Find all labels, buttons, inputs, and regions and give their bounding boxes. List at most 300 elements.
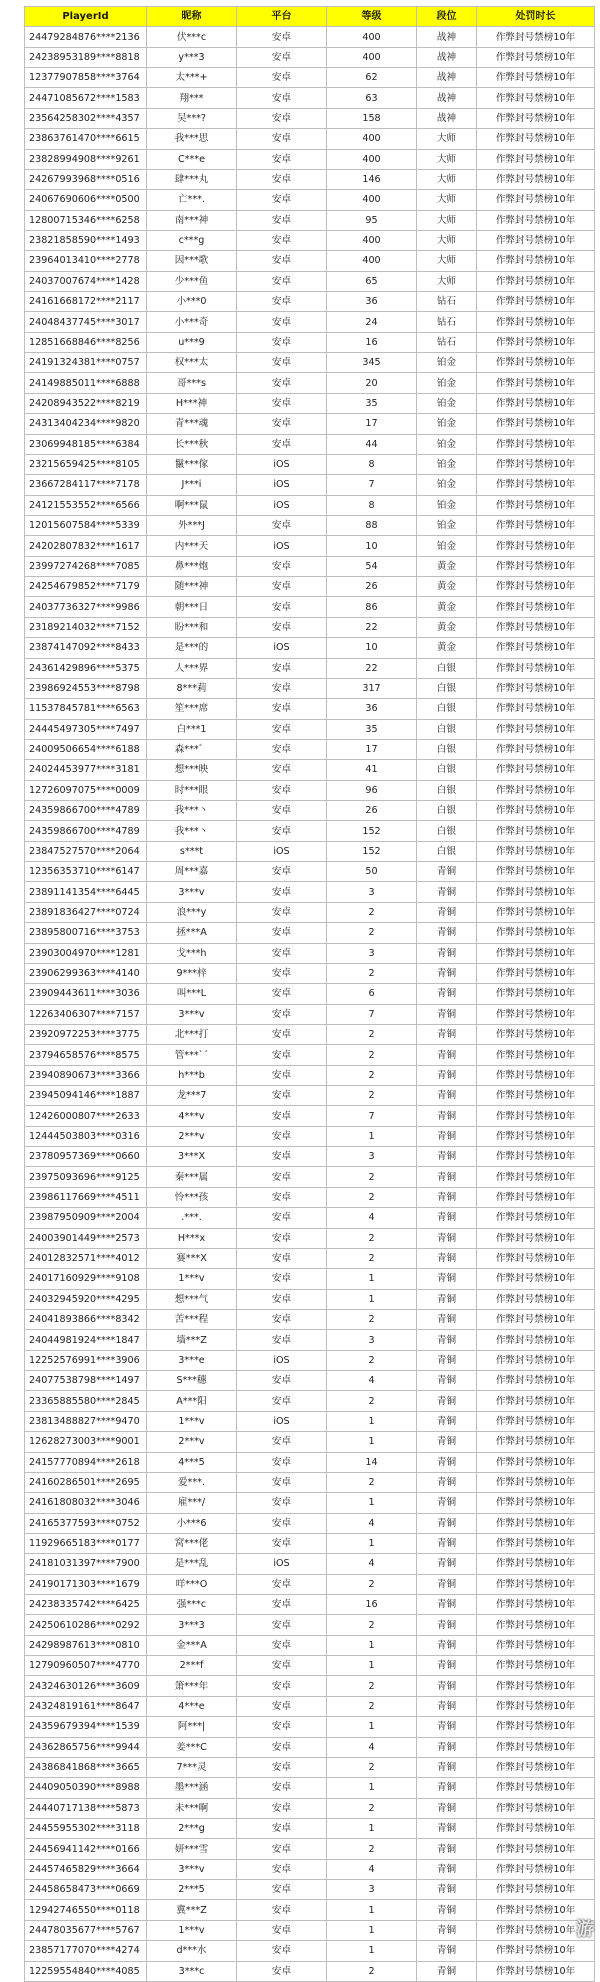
- nickname-cell: 赛***X: [147, 1248, 237, 1268]
- platform-cell: 安卓: [237, 739, 327, 759]
- level-cell: 2: [327, 1839, 417, 1859]
- player-id-cell: 24157770894****2618: [25, 1452, 147, 1472]
- nickname-cell: 咩***O: [147, 1574, 237, 1594]
- player-id-cell: 23903004970****1281: [25, 943, 147, 963]
- player-id-cell: 23828994908****9261: [25, 149, 147, 169]
- rank-cell: 青铜: [417, 1778, 477, 1798]
- table-row: [25, 821, 595, 841]
- table-row: [25, 1615, 595, 1635]
- player-id-cell: 24024453977****3181: [25, 760, 147, 780]
- nickname-cell: C***e: [147, 149, 237, 169]
- punishment-cell: 作弊封号禁榜10年: [477, 638, 595, 658]
- punishment-cell: 作弊封号禁榜10年: [477, 1574, 595, 1594]
- rank-cell: 青铜: [417, 1024, 477, 1044]
- platform-cell: 安卓: [237, 1717, 327, 1737]
- nickname-cell: y***3: [147, 47, 237, 67]
- rank-cell: 白银: [417, 658, 477, 678]
- level-cell: 2: [327, 1391, 417, 1411]
- platform-cell: 安卓: [237, 210, 327, 230]
- nickname-cell: 2***v: [147, 1126, 237, 1146]
- platform-cell: 安卓: [237, 1330, 327, 1350]
- nickname-cell: 4***v: [147, 1106, 237, 1126]
- rank-cell: 铂金: [417, 353, 477, 373]
- nickname-cell: 龙***7: [147, 1086, 237, 1106]
- watermark-logo: 游: [576, 1919, 594, 1940]
- table-row: [25, 1289, 595, 1309]
- punishment-cell: 作弊封号禁榜10年: [477, 943, 595, 963]
- rank-cell: 黄金: [417, 638, 477, 658]
- platform-cell: 安卓: [237, 556, 327, 576]
- punishment-cell: 作弊封号禁榜10年: [477, 1798, 595, 1818]
- level-cell: 2: [327, 1574, 417, 1594]
- player-id-cell: 23964013410****2778: [25, 251, 147, 271]
- platform-cell: 安卓: [237, 1493, 327, 1513]
- ban-list-table: [24, 6, 595, 1982]
- punishment-cell: 作弊封号禁榜10年: [477, 1941, 595, 1961]
- table-row: [25, 1452, 595, 1472]
- player-id-cell: 23847527570****2064: [25, 841, 147, 861]
- nickname-cell: 冀***Z: [147, 1900, 237, 1920]
- punishment-cell: 作弊封号禁榜10年: [477, 47, 595, 67]
- punishment-cell: 作弊封号禁榜10年: [477, 1737, 595, 1757]
- level-cell: 152: [327, 821, 417, 841]
- platform-cell: 安卓: [237, 312, 327, 332]
- rank-cell: 钻石: [417, 332, 477, 352]
- platform-cell: 安卓: [237, 1839, 327, 1859]
- player-id-cell: 24037736327****9986: [25, 597, 147, 617]
- rank-cell: 青铜: [417, 1432, 477, 1452]
- platform-cell: 安卓: [237, 88, 327, 108]
- table-row: [25, 332, 595, 352]
- rank-cell: 铂金: [417, 536, 477, 556]
- rank-cell: 青铜: [417, 1961, 477, 1981]
- rank-cell: 战神: [417, 108, 477, 128]
- level-cell: 2: [327, 963, 417, 983]
- punishment-cell: 作弊封号禁榜10年: [477, 902, 595, 922]
- nickname-cell: 笙***席: [147, 699, 237, 719]
- nickname-cell: c***g: [147, 230, 237, 250]
- player-id-cell: 23891836427****0724: [25, 902, 147, 922]
- nickname-cell: 周***嘉: [147, 862, 237, 882]
- level-cell: 3: [327, 1330, 417, 1350]
- platform-cell: 安卓: [237, 1187, 327, 1207]
- platform-cell: 安卓: [237, 1676, 327, 1696]
- level-cell: 2: [327, 1045, 417, 1065]
- rank-cell: 大师: [417, 190, 477, 210]
- level-cell: 17: [327, 739, 417, 759]
- rank-cell: 青铜: [417, 902, 477, 922]
- rank-cell: 青铜: [417, 1880, 477, 1900]
- nickname-cell: u***9: [147, 332, 237, 352]
- rank-cell: 白银: [417, 780, 477, 800]
- rank-cell: 白银: [417, 821, 477, 841]
- nickname-cell: 小***6: [147, 1513, 237, 1533]
- level-cell: 24: [327, 312, 417, 332]
- rank-cell: 青铜: [417, 862, 477, 882]
- platform-cell: 安卓: [237, 821, 327, 841]
- platform-cell: 安卓: [237, 1757, 327, 1777]
- rank-cell: 青铜: [417, 1676, 477, 1696]
- rank-cell: 青铜: [417, 1656, 477, 1676]
- rank-cell: 铂金: [417, 393, 477, 413]
- level-cell: 86: [327, 597, 417, 617]
- header-rank: 段位: [417, 7, 477, 27]
- table-row: [25, 1635, 595, 1655]
- nickname-cell: 2***5: [147, 1880, 237, 1900]
- platform-cell: 安卓: [237, 1106, 327, 1126]
- nickname-cell: 我***丶: [147, 801, 237, 821]
- platform-cell: 安卓: [237, 1432, 327, 1452]
- player-id-cell: 24041893866****8342: [25, 1310, 147, 1330]
- nickname-cell: 7***灵: [147, 1757, 237, 1777]
- platform-cell: 安卓: [237, 169, 327, 189]
- rank-cell: 青铜: [417, 1859, 477, 1879]
- punishment-cell: 作弊封号禁榜10年: [477, 739, 595, 759]
- punishment-cell: 作弊封号禁榜10年: [477, 1371, 595, 1391]
- player-id-cell: 24190171303****1679: [25, 1574, 147, 1594]
- punishment-cell: 作弊封号禁榜10年: [477, 1411, 595, 1431]
- player-id-cell: 24012832571****4012: [25, 1248, 147, 1268]
- platform-cell: 安卓: [237, 1024, 327, 1044]
- level-cell: 400: [327, 190, 417, 210]
- punishment-cell: 作弊封号禁榜10年: [477, 1676, 595, 1696]
- table-row: [25, 454, 595, 474]
- table-row: [25, 556, 595, 576]
- player-id-cell: 11929665183****0177: [25, 1533, 147, 1553]
- punishment-cell: 作弊封号禁榜10年: [477, 1513, 595, 1533]
- table-row: [25, 292, 595, 312]
- platform-cell: 安卓: [237, 1818, 327, 1838]
- player-id-cell: 24191324381****0757: [25, 353, 147, 373]
- level-cell: 3: [327, 1880, 417, 1900]
- table-row: [25, 1330, 595, 1350]
- nickname-cell: 1***v: [147, 1269, 237, 1289]
- level-cell: 7: [327, 1106, 417, 1126]
- rank-cell: 青铜: [417, 984, 477, 1004]
- punishment-cell: 作弊封号禁榜10年: [477, 1533, 595, 1553]
- player-id-cell: 12628273003****9001: [25, 1432, 147, 1452]
- player-id-cell: 23986117669****4511: [25, 1187, 147, 1207]
- platform-cell: 安卓: [237, 332, 327, 352]
- punishment-cell: 作弊封号禁榜10年: [477, 1289, 595, 1309]
- punishment-cell: 作弊封号禁榜10年: [477, 1656, 595, 1676]
- rank-cell: 铂金: [417, 373, 477, 393]
- level-cell: 36: [327, 699, 417, 719]
- platform-cell: 安卓: [237, 292, 327, 312]
- level-cell: 17: [327, 414, 417, 434]
- level-cell: 20: [327, 373, 417, 393]
- player-id-cell: 23069948185****6384: [25, 434, 147, 454]
- platform-cell: 安卓: [237, 1472, 327, 1492]
- table-row: [25, 1371, 595, 1391]
- table-row: [25, 393, 595, 413]
- nickname-cell: d***水: [147, 1941, 237, 1961]
- platform-cell: 安卓: [237, 1656, 327, 1676]
- rank-cell: 铂金: [417, 495, 477, 515]
- level-cell: 4: [327, 1554, 417, 1574]
- nickname-cell: 人***界: [147, 658, 237, 678]
- nickname-cell: 戈***h: [147, 943, 237, 963]
- level-cell: 63: [327, 88, 417, 108]
- table-row: [25, 1880, 595, 1900]
- platform-cell: 安卓: [237, 1798, 327, 1818]
- table-row: [25, 1595, 595, 1615]
- player-id-cell: 23564258302****4357: [25, 108, 147, 128]
- level-cell: 1: [327, 1411, 417, 1431]
- nickname-cell: 我***思: [147, 129, 237, 149]
- platform-cell: 安卓: [237, 230, 327, 250]
- table-row: [25, 1778, 595, 1798]
- table-row: [25, 47, 595, 67]
- platform-cell: 安卓: [237, 882, 327, 902]
- level-cell: 62: [327, 68, 417, 88]
- punishment-cell: 作弊封号禁榜10年: [477, 1391, 595, 1411]
- player-id-cell: 24017160929****9108: [25, 1269, 147, 1289]
- player-id-cell: 24359866700****4789: [25, 801, 147, 821]
- nickname-cell: 小***奇: [147, 312, 237, 332]
- player-id-cell: 12426000807****2633: [25, 1106, 147, 1126]
- platform-cell: 安卓: [237, 719, 327, 739]
- platform-cell: 安卓: [237, 1574, 327, 1594]
- nickname-cell: 南***神: [147, 210, 237, 230]
- player-id-cell: 24267993968****0516: [25, 169, 147, 189]
- player-id-cell: 24032945920****4295: [25, 1289, 147, 1309]
- platform-cell: 安卓: [237, 1635, 327, 1655]
- table-row: [25, 699, 595, 719]
- punishment-cell: 作弊封号禁榜10年: [477, 1310, 595, 1330]
- table-row: [25, 434, 595, 454]
- nickname-cell: 3***e: [147, 1350, 237, 1370]
- player-id-cell: 11537845781****6563: [25, 699, 147, 719]
- player-id-cell: 24313404234****9820: [25, 414, 147, 434]
- rank-cell: 白银: [417, 801, 477, 821]
- table-row: [25, 801, 595, 821]
- nickname-cell: 浪***y: [147, 902, 237, 922]
- level-cell: 2: [327, 1065, 417, 1085]
- level-cell: 16: [327, 1595, 417, 1615]
- table-row: [25, 108, 595, 128]
- player-id-cell: 24238335742****6425: [25, 1595, 147, 1615]
- table-row: [25, 1574, 595, 1594]
- table-row: [25, 1859, 595, 1879]
- platform-cell: 安卓: [237, 1045, 327, 1065]
- nickname-cell: 因***歌: [147, 251, 237, 271]
- nickname-cell: 4***e: [147, 1696, 237, 1716]
- nickname-cell: 未***啊: [147, 1798, 237, 1818]
- table-row: [25, 963, 595, 983]
- platform-cell: iOS: [237, 841, 327, 861]
- platform-cell: iOS: [237, 475, 327, 495]
- table-row: [25, 841, 595, 861]
- table-row: [25, 1269, 595, 1289]
- player-id-cell: 24165377593****0752: [25, 1513, 147, 1533]
- rank-cell: 铂金: [417, 434, 477, 454]
- punishment-cell: 作弊封号禁榜10年: [477, 1472, 595, 1492]
- table-row: [25, 658, 595, 678]
- punishment-cell: 作弊封号禁榜10年: [477, 1126, 595, 1146]
- rank-cell: 青铜: [417, 1472, 477, 1492]
- rank-cell: 钻石: [417, 312, 477, 332]
- table-row: [25, 373, 595, 393]
- player-id-cell: 24202807832****1617: [25, 536, 147, 556]
- level-cell: 2: [327, 1228, 417, 1248]
- punishment-cell: 作弊封号禁榜10年: [477, 1900, 595, 1920]
- level-cell: 152: [327, 841, 417, 861]
- nickname-cell: 阿***|: [147, 1717, 237, 1737]
- punishment-cell: 作弊封号禁榜10年: [477, 1493, 595, 1513]
- player-id-cell: 23821858590****1493: [25, 230, 147, 250]
- platform-cell: 安卓: [237, 963, 327, 983]
- rank-cell: 黄金: [417, 617, 477, 637]
- table-row: [25, 902, 595, 922]
- platform-cell: 安卓: [237, 902, 327, 922]
- punishment-cell: 作弊封号禁榜10年: [477, 1961, 595, 1981]
- platform-cell: 安卓: [237, 1595, 327, 1615]
- table-row: [25, 923, 595, 943]
- punishment-cell: 作弊封号禁榜10年: [477, 27, 595, 47]
- platform-cell: 安卓: [237, 1310, 327, 1330]
- player-id-cell: 24121553552****6566: [25, 495, 147, 515]
- platform-cell: 安卓: [237, 943, 327, 963]
- platform-cell: 安卓: [237, 1147, 327, 1167]
- rank-cell: 青铜: [417, 1208, 477, 1228]
- platform-cell: 安卓: [237, 47, 327, 67]
- table-row: [25, 1676, 595, 1696]
- level-cell: 4: [327, 1737, 417, 1757]
- table-row: [25, 353, 595, 373]
- level-cell: 400: [327, 27, 417, 47]
- player-id-cell: 23940890673****3366: [25, 1065, 147, 1085]
- platform-cell: 安卓: [237, 1615, 327, 1635]
- level-cell: 10: [327, 638, 417, 658]
- platform-cell: 安卓: [237, 1859, 327, 1879]
- table-row: [25, 1941, 595, 1961]
- nickname-cell: 内***天: [147, 536, 237, 556]
- nickname-cell: 想***气: [147, 1289, 237, 1309]
- punishment-cell: 作弊封号禁榜10年: [477, 984, 595, 1004]
- player-id-cell: 24359679394****1539: [25, 1717, 147, 1737]
- punishment-cell: 作弊封号禁榜10年: [477, 190, 595, 210]
- punishment-cell: 作弊封号禁榜10年: [477, 821, 595, 841]
- player-id-cell: 23215659425****8105: [25, 454, 147, 474]
- punishment-cell: 作弊封号禁榜10年: [477, 1717, 595, 1737]
- table-row: [25, 1757, 595, 1777]
- level-cell: 44: [327, 434, 417, 454]
- platform-cell: 安卓: [237, 1961, 327, 1981]
- level-cell: 1: [327, 1493, 417, 1513]
- table-row: [25, 1839, 595, 1859]
- punishment-cell: 作弊封号禁榜10年: [477, 719, 595, 739]
- platform-cell: 安卓: [237, 597, 327, 617]
- punishment-cell: 作弊封号禁榜10年: [477, 373, 595, 393]
- table-row: [25, 1554, 595, 1574]
- player-id-cell: 24048437745****3017: [25, 312, 147, 332]
- player-id-cell: 12252576991****3906: [25, 1350, 147, 1370]
- level-cell: 35: [327, 719, 417, 739]
- platform-cell: 安卓: [237, 373, 327, 393]
- table-row: [25, 597, 595, 617]
- player-id-cell: 24044981924****1847: [25, 1330, 147, 1350]
- level-cell: 1: [327, 1778, 417, 1798]
- table-row: [25, 1493, 595, 1513]
- level-cell: 7: [327, 475, 417, 495]
- punishment-cell: 作弊封号禁榜10年: [477, 923, 595, 943]
- punishment-cell: 作弊封号禁榜10年: [477, 556, 595, 576]
- nickname-cell: 苦***程: [147, 1310, 237, 1330]
- platform-cell: 安卓: [237, 1065, 327, 1085]
- nickname-cell: 鬣***傢: [147, 454, 237, 474]
- level-cell: 35: [327, 393, 417, 413]
- punishment-cell: 作弊封号禁榜10年: [477, 414, 595, 434]
- nickname-cell: 拯***A: [147, 923, 237, 943]
- level-cell: 8: [327, 495, 417, 515]
- player-id-cell: 24362865756****9944: [25, 1737, 147, 1757]
- rank-cell: 战神: [417, 47, 477, 67]
- rank-cell: 黄金: [417, 556, 477, 576]
- level-cell: 2: [327, 1757, 417, 1777]
- punishment-cell: 作弊封号禁榜10年: [477, 862, 595, 882]
- level-cell: 2: [327, 1676, 417, 1696]
- table-row: [25, 1024, 595, 1044]
- table-row: [25, 251, 595, 271]
- platform-cell: 安卓: [237, 1513, 327, 1533]
- table-row: [25, 129, 595, 149]
- rank-cell: 青铜: [417, 1228, 477, 1248]
- table-row: [25, 984, 595, 1004]
- rank-cell: 战神: [417, 68, 477, 88]
- rank-cell: 青铜: [417, 1574, 477, 1594]
- punishment-cell: 作弊封号禁榜10年: [477, 780, 595, 800]
- platform-cell: 安卓: [237, 1737, 327, 1757]
- table-row: [25, 719, 595, 739]
- table-row: [25, 638, 595, 658]
- rank-cell: 大师: [417, 251, 477, 271]
- rank-cell: 青铜: [417, 1696, 477, 1716]
- level-cell: 3: [327, 943, 417, 963]
- table-row: [25, 88, 595, 108]
- rank-cell: 大师: [417, 149, 477, 169]
- platform-cell: 安卓: [237, 577, 327, 597]
- rank-cell: 青铜: [417, 1839, 477, 1859]
- level-cell: 2: [327, 1696, 417, 1716]
- rank-cell: 青铜: [417, 1615, 477, 1635]
- player-id-cell: 12942746550****0118: [25, 1900, 147, 1920]
- rank-cell: 钻石: [417, 292, 477, 312]
- platform-cell: 安卓: [237, 108, 327, 128]
- rank-cell: 青铜: [417, 1818, 477, 1838]
- rank-cell: 青铜: [417, 1248, 477, 1268]
- nickname-cell: 长***秋: [147, 434, 237, 454]
- rank-cell: 青铜: [417, 1310, 477, 1330]
- platform-cell: 安卓: [237, 129, 327, 149]
- rank-cell: 战神: [417, 27, 477, 47]
- punishment-cell: 作弊封号禁榜10年: [477, 1228, 595, 1248]
- level-cell: 22: [327, 658, 417, 678]
- nickname-cell: 强***c: [147, 1595, 237, 1615]
- table-row: [25, 1472, 595, 1492]
- level-cell: 22: [327, 617, 417, 637]
- platform-cell: iOS: [237, 1411, 327, 1431]
- player-id-cell: 23874147092****8433: [25, 638, 147, 658]
- level-cell: 50: [327, 862, 417, 882]
- punishment-cell: 作弊封号禁榜10年: [477, 475, 595, 495]
- punishment-cell: 作弊封号禁榜10年: [477, 1167, 595, 1187]
- platform-cell: 安卓: [237, 1696, 327, 1716]
- punishment-cell: 作弊封号禁榜10年: [477, 882, 595, 902]
- punishment-cell: 作弊封号禁榜10年: [477, 1065, 595, 1085]
- table-row: [25, 1656, 595, 1676]
- table-row: [25, 1961, 595, 1981]
